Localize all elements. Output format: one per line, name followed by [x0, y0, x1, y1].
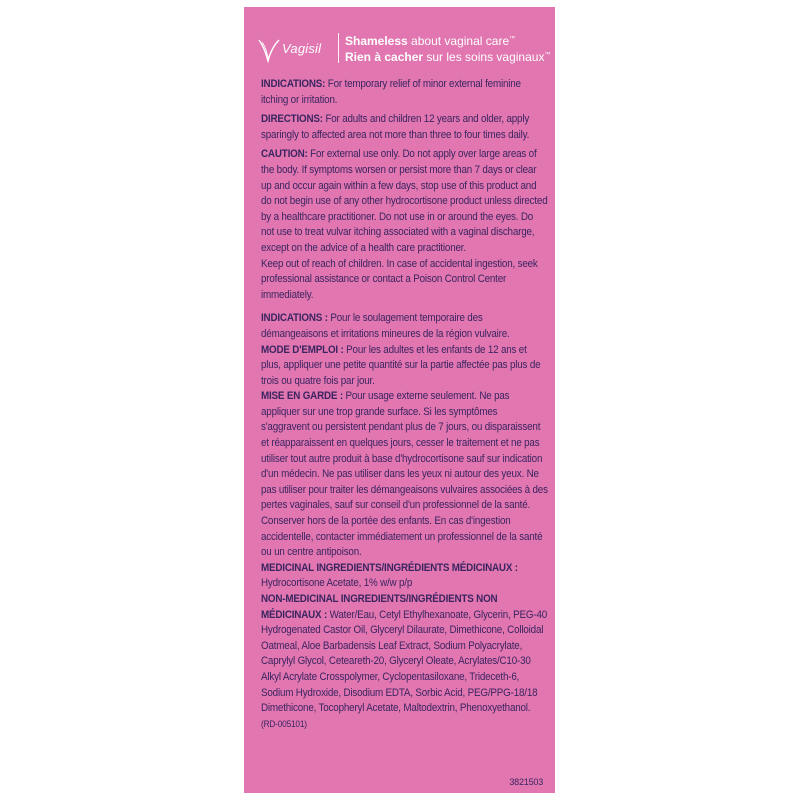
fr-mise-label: MISE EN GARDE :: [261, 390, 343, 403]
en-indications-text: For temporary relief of minor external feminine itching or irritation.: [261, 78, 521, 106]
en-keep-out: Keep out of reach of children. In case of accidental ingestion, seek professional assistance or contact a Poison Control Center immediately.: [261, 257, 538, 301]
en-indications-label: INDICATIONS:: [261, 78, 326, 90]
header-divider: [338, 33, 339, 63]
fr-mise: [261, 389, 548, 561]
en-caution-text: For external use only. Do not apply over large areas of the body. If symptoms worsen or persist more than 7 days or clear up and occur again within a few days, stop use of this product and do not begin use of any other hydrocortisone product unless directed by a healthcare practitioner. Do not use in or around the eyes. Do not use to treat vulvar itching associated with a vaginal discharge, except on the advice of a health care practitioner.: [261, 148, 548, 254]
medicinal-text: Hydrocortisone Acetate, 1% w/w p/p: [261, 577, 413, 590]
brand-header: [258, 29, 551, 69]
fr-mode: [261, 343, 548, 390]
nonmedicinal-text: Water/Eau, Cetyl Ethylhexanoate, Glycerin, PEG-40 Hydrogenated Castor Oil, Glyceryl Dilaurate, Dimethicone, Colloidal Oatmeal, Aloe Barbadensis Leaf Extract, Sodium Polyacrylate, Caprylyl Glycol, Ceteareth-20, Glyceryl Oleate, Acrylates/C10-30 Alkyl Acrylate Crosspolymer, Cyclopentasiloxane, Trideceth-6, Sodium Hydroxide, Disodium EDTA, Sorbic Acid, PEG/PPG-18/18 Dimethicone, Tocopheryl Acetate, Maltodextrin, Phenoxyethanol.: [261, 608, 548, 715]
brand-wordmark: Vagisil: [282, 41, 322, 56]
vagisil-logo: [258, 35, 338, 63]
en-directions-text: For adults and children 12 years and older, apply sparingly to affected area not more than three to four times daily.: [261, 113, 530, 141]
tagline-fr-rest: sur les soins vaginaux: [423, 50, 545, 64]
tagline-en-rest: about vaginal care: [407, 34, 510, 48]
nonmedicinal: [261, 592, 548, 732]
tagline: [345, 32, 550, 64]
en-directions-label: DIRECTIONS:: [261, 113, 323, 126]
tagline-en: Shameless about vaginal care™: [345, 34, 516, 48]
en-caution: [261, 147, 548, 256]
leaf-logo-icon: [258, 37, 280, 63]
label-panel: [244, 7, 555, 793]
fr-mise-text: Pour usage externe seulement. Ne pas appliquer sur une trop grande surface. Si les symptômes s'aggravent ou persistent pendant plus de 7 jours, ou disparaissent et réapparaissent en quelques jours, cesser le traitement et ne pas utiliser tout autre produit à base d'hydrocortisone sauf sur indication d'un médecin. Ne pas utiliser dans les yeux ni autour des yeux. Ne pas utiliser pour traiter les démangeaisons vulvaires associées à des pertes vaginales, sauf sur conseil d'un professionnel de la santé. Conserver hors de la portée des enfants. En cas d'ingestion accidentelle, contacter immédiatement un professionnel de la santé ou un centre antipoison.: [261, 390, 548, 559]
fr-mode-label: MODE D'EMPLOI :: [261, 343, 344, 356]
tagline-fr-bold: Rien à cacher: [345, 50, 424, 64]
en-indications: [261, 77, 548, 108]
fr-indications-text: Pour le soulagement temporaire des démangeaisons et irritations mineures de la région vulvaire.: [261, 312, 510, 340]
tagline-en-bold: Shameless: [345, 34, 408, 48]
medicinal-label: MEDICINAL INGREDIENTS/INGRÉDIENTS MÉDICINAUX :: [261, 561, 518, 574]
tagline-fr: Rien à cacher sur les soins vaginaux™: [345, 50, 551, 64]
fr-indications-label: INDICATIONS :: [261, 312, 328, 325]
nonmedicinal-label: NON-MEDICINAL INGREDIENTS/INGRÉDIENTS NON MÉDICINAUX :: [261, 593, 498, 621]
fr-indications: [261, 311, 548, 342]
reference-code: (RD-005101): [261, 718, 307, 729]
label-text: [261, 77, 548, 732]
fr-mode-text: Pour les adultes et les enfants de 12 ans et plus, appliquer une petite quantité sur la partie affectée pas plus de trois ou quatre fois par jour.: [261, 343, 541, 387]
product-code: 3821503: [509, 777, 543, 787]
en-directions: [261, 112, 548, 143]
en-caution-label: CAUTION:: [261, 148, 308, 161]
